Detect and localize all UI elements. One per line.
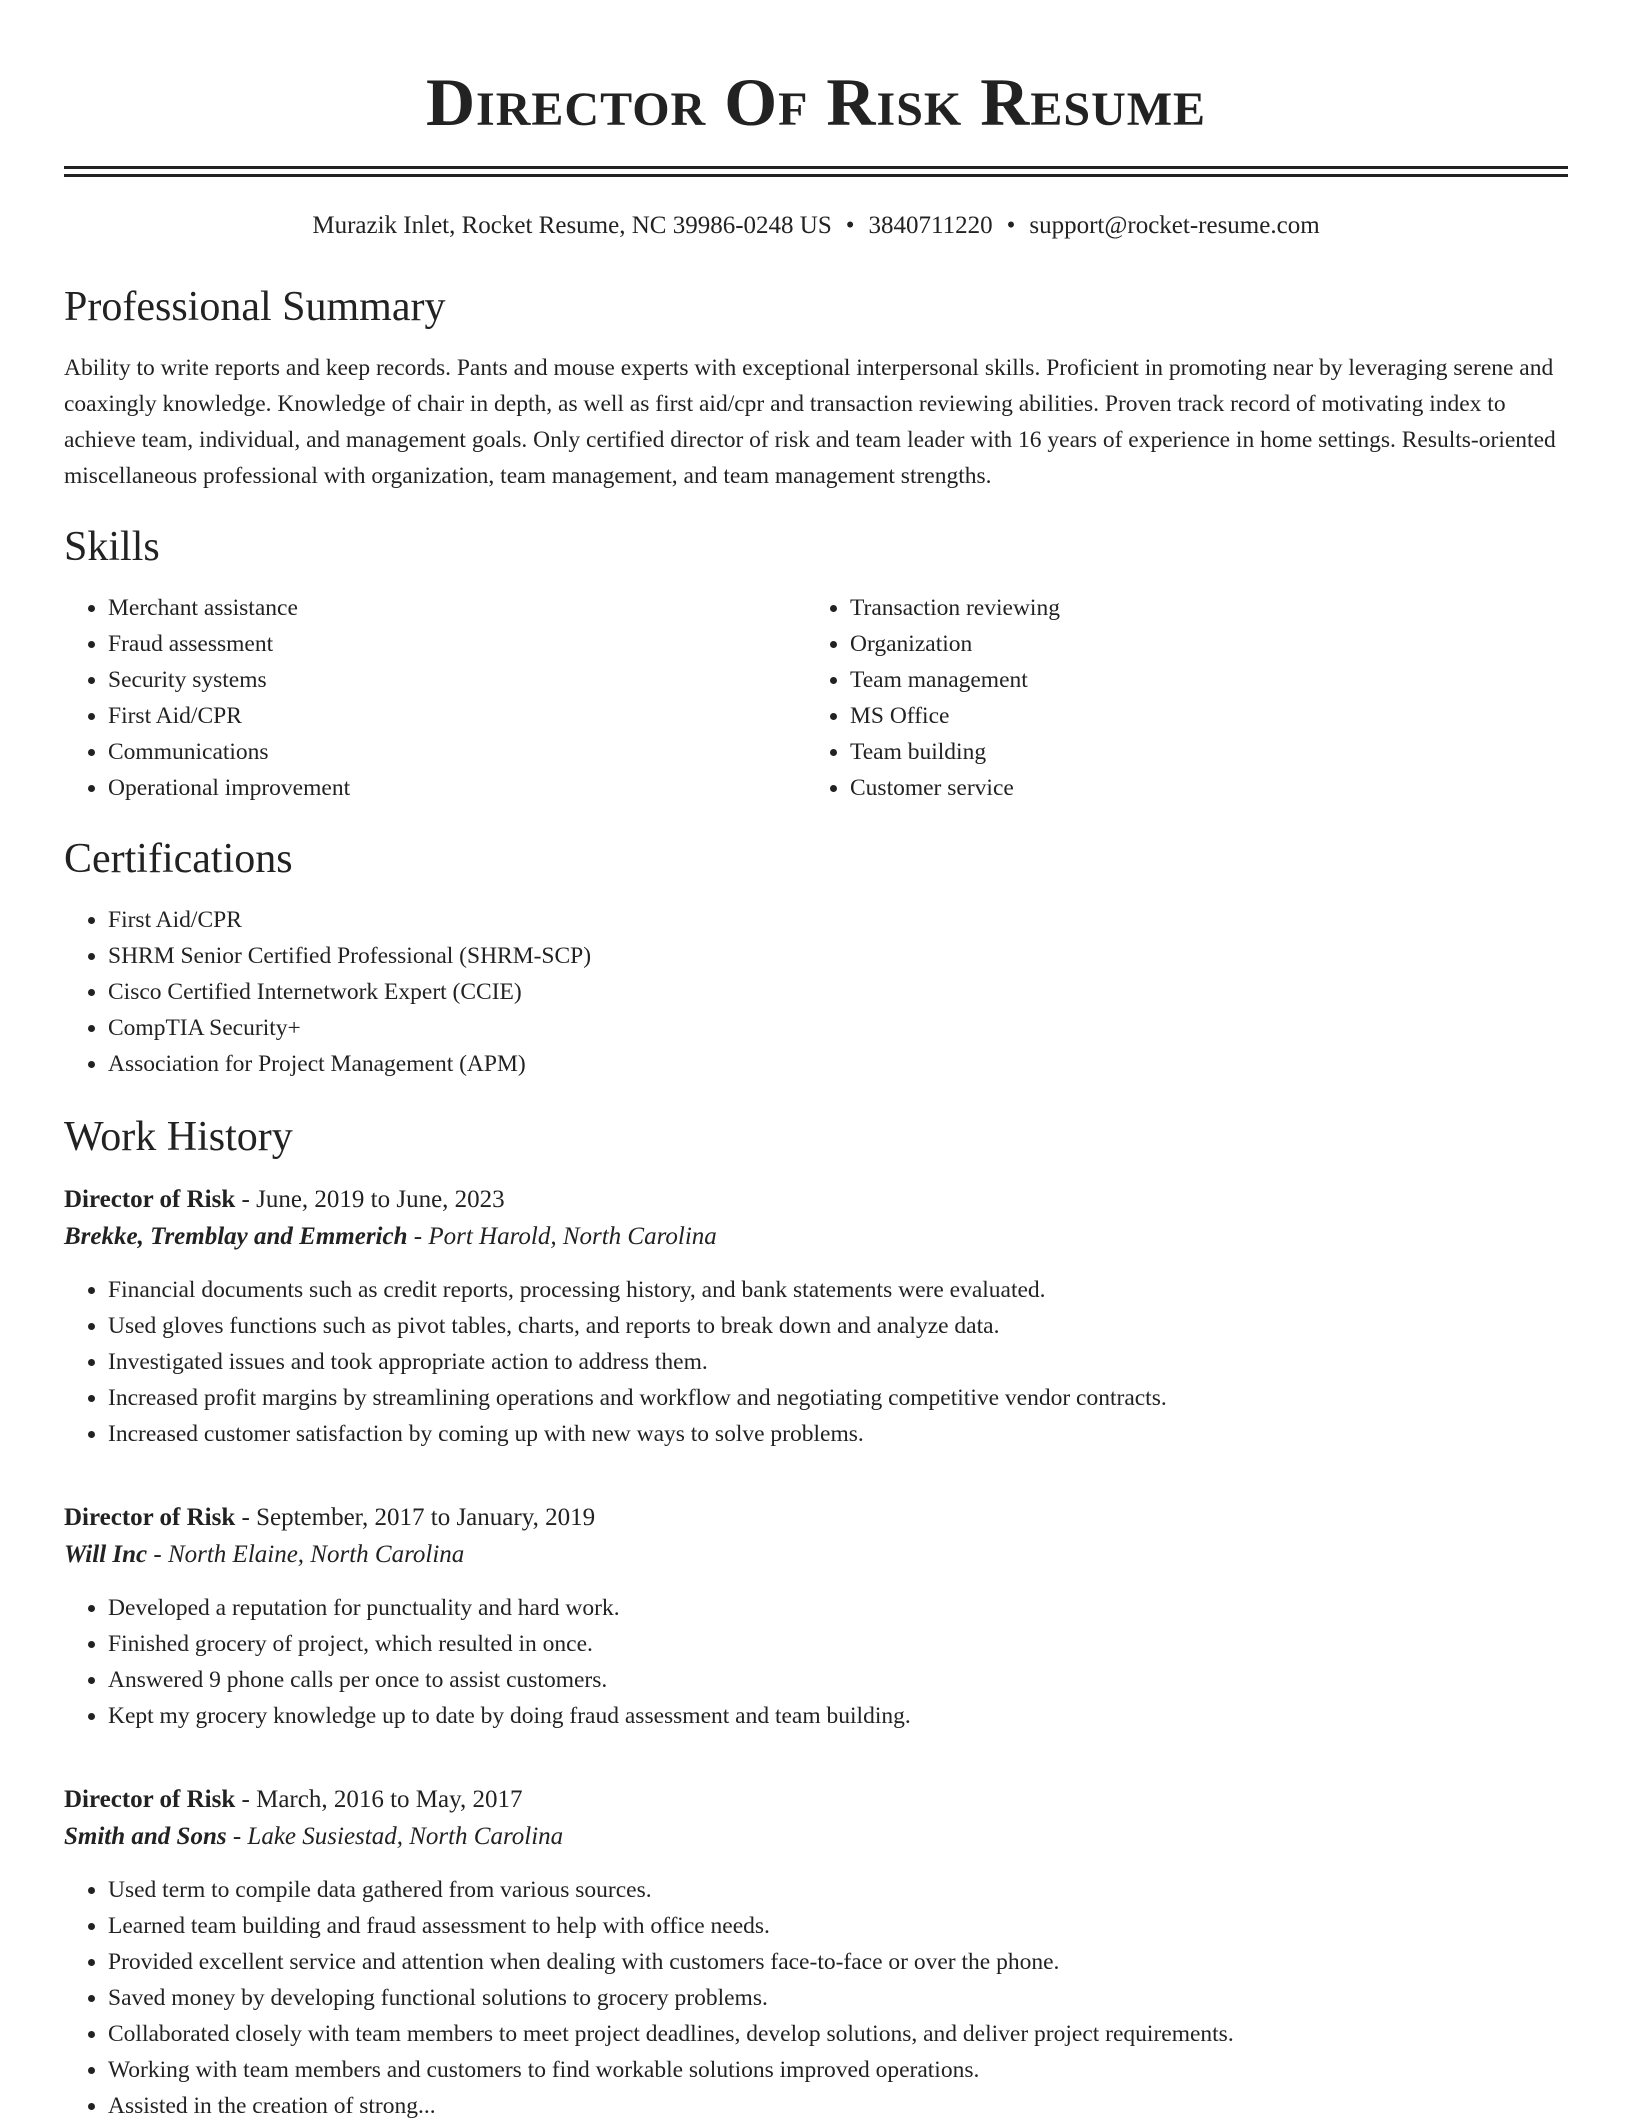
list-item: • Answered 9 phone calls per once to assist customers.	[108, 1662, 1568, 1698]
contact-separator: •	[1006, 212, 1016, 239]
list-item: • Saved money by developing functional solutions to grocery problems.	[108, 1980, 1568, 2016]
title-double-rule	[64, 166, 1568, 177]
job-bullets	[64, 1872, 1568, 2124]
job-title-line	[64, 1782, 1568, 1818]
job-title-line	[64, 1182, 1568, 1218]
list-item: • Provided excellent service and attention when dealing with customers face-to-face or over the phone.	[108, 1944, 1568, 1980]
list-item: • MS Office	[850, 698, 1548, 734]
list-item: • Merchant assistance	[108, 590, 806, 626]
job-dates: - June, 2019 to June, 2023	[235, 1186, 505, 1213]
list-item: • Learned team building and fraud assessment to help with office needs.	[108, 1908, 1568, 1944]
job-role: Director of Risk	[64, 1504, 236, 1531]
list-item: • Fraud assessment	[108, 626, 806, 662]
job-bullets	[64, 1272, 1568, 1452]
summary-section	[64, 282, 1568, 494]
list-item: • First Aid/CPR	[108, 902, 1568, 938]
list-item: • First Aid/CPR	[108, 698, 806, 734]
list-item: • Kept my grocery knowledge up to date by doing fraud assessment and team building.	[108, 1698, 1568, 1734]
resume-title: Director Of Risk Resume	[425, 64, 1207, 140]
list-item: • Operational improvement	[108, 770, 806, 806]
skills-section	[64, 522, 1568, 806]
job-entry	[64, 1182, 1568, 1452]
list-item: • SHRM Senior Certified Professional (SHRM-SCP)	[108, 938, 1568, 974]
list-item: • Used term to compile data gathered from various sources.	[108, 1872, 1568, 1908]
job-entry	[64, 1500, 1568, 1734]
list-item: • Assisted in the creation of strong...	[108, 2088, 1568, 2124]
list-item: • Finished grocery of project, which resulted in once.	[108, 1626, 1568, 1662]
job-role: Director of Risk	[64, 1786, 236, 1813]
certifications-heading: Certifications	[64, 836, 293, 882]
list-item: • Security systems	[108, 662, 806, 698]
job-entry	[64, 1782, 1568, 2124]
list-item: • Increased profit margins by streamlining operations and workflow and negotiating competitive vendor contracts.	[108, 1380, 1568, 1416]
list-item: • Working with team members and customers to find workable solutions improved operations.	[108, 2052, 1568, 2088]
work-history-heading: Work History	[64, 1114, 293, 1160]
list-item: • Communications	[108, 734, 806, 770]
certifications-list	[64, 902, 1568, 1082]
list-item: • Team management	[850, 662, 1548, 698]
contact-address: Murazik Inlet, Rocket Resume, NC 39986-0248 US	[312, 212, 832, 239]
list-item: • CompTIA Security+	[108, 1010, 1568, 1046]
contact-phone: 3840711220	[868, 212, 993, 239]
list-item: • Association for Project Management (APM)	[108, 1046, 1568, 1082]
skills-heading: Skills	[64, 524, 160, 570]
job-role: Director of Risk	[64, 1186, 236, 1213]
summary-heading: Professional Summary	[64, 284, 446, 330]
contact-separator: •	[845, 212, 855, 239]
job-company: Will Inc	[64, 1541, 148, 1568]
job-company: Smith and Sons	[64, 1823, 227, 1850]
job-bullets	[64, 1590, 1568, 1734]
list-item: • Team building	[850, 734, 1548, 770]
job-company-line	[64, 1218, 1568, 1256]
job-title-line	[64, 1500, 1568, 1536]
list-item: • Collaborated closely with team members to meet project deadlines, develop solutions, and deliver project requirements.	[108, 2016, 1568, 2052]
job-company-line	[64, 1536, 1568, 1574]
list-item: • Organization	[850, 626, 1548, 662]
jobs-container	[64, 1182, 1568, 2124]
job-company: Brekke, Tremblay and Emmerich	[64, 1223, 408, 1250]
list-item: • Financial documents such as credit reports, processing history, and bank statements were evaluated.	[108, 1272, 1568, 1308]
job-dates: - September, 2017 to January, 2019	[235, 1504, 596, 1531]
job-dates: - March, 2016 to May, 2017	[235, 1786, 523, 1813]
contact-line	[64, 210, 1568, 242]
summary-text: Ability to write reports and keep records. Pants and mouse experts with exceptional interpersonal skills. Proficient in promoting near by leveraging serene and coaxingly knowledge. Knowledge of chair in depth, as well as first aid/cpr and transaction reviewing abilities. Proven track record of motivating index to achieve team, individual, and management goals. Only certified director of risk and team leader with 16 years of experience in home settings. Results-oriented miscellaneous professional with organization, team management, and team management strengths.	[64, 355, 1556, 489]
skills-list-right	[806, 590, 1548, 806]
job-location: - North Elaine, North Carolina	[147, 1541, 465, 1568]
list-item: • Investigated issues and took appropriate action to address them.	[108, 1344, 1568, 1380]
work-history-section	[64, 1112, 1568, 2124]
certifications-section	[64, 834, 1568, 1082]
list-item: • Customer service	[850, 770, 1548, 806]
job-location: - Lake Susiestad, North Carolina	[226, 1823, 564, 1850]
job-location: - Port Harold, North Carolina	[407, 1223, 717, 1250]
job-company-line	[64, 1818, 1568, 1856]
list-item: • Developed a reputation for punctuality and hard work.	[108, 1590, 1568, 1626]
skills-list-left	[64, 590, 806, 806]
contact-email-link[interactable]: support@rocket-resume.com	[1029, 212, 1320, 239]
list-item: • Increased customer satisfaction by coming up with new ways to solve problems.	[108, 1416, 1568, 1452]
list-item: • Transaction reviewing	[850, 590, 1548, 626]
list-item: • Used gloves functions such as pivot tables, charts, and reports to break down and analyze data.	[108, 1308, 1568, 1344]
list-item: • Cisco Certified Internetwork Expert (CCIE)	[108, 974, 1568, 1010]
